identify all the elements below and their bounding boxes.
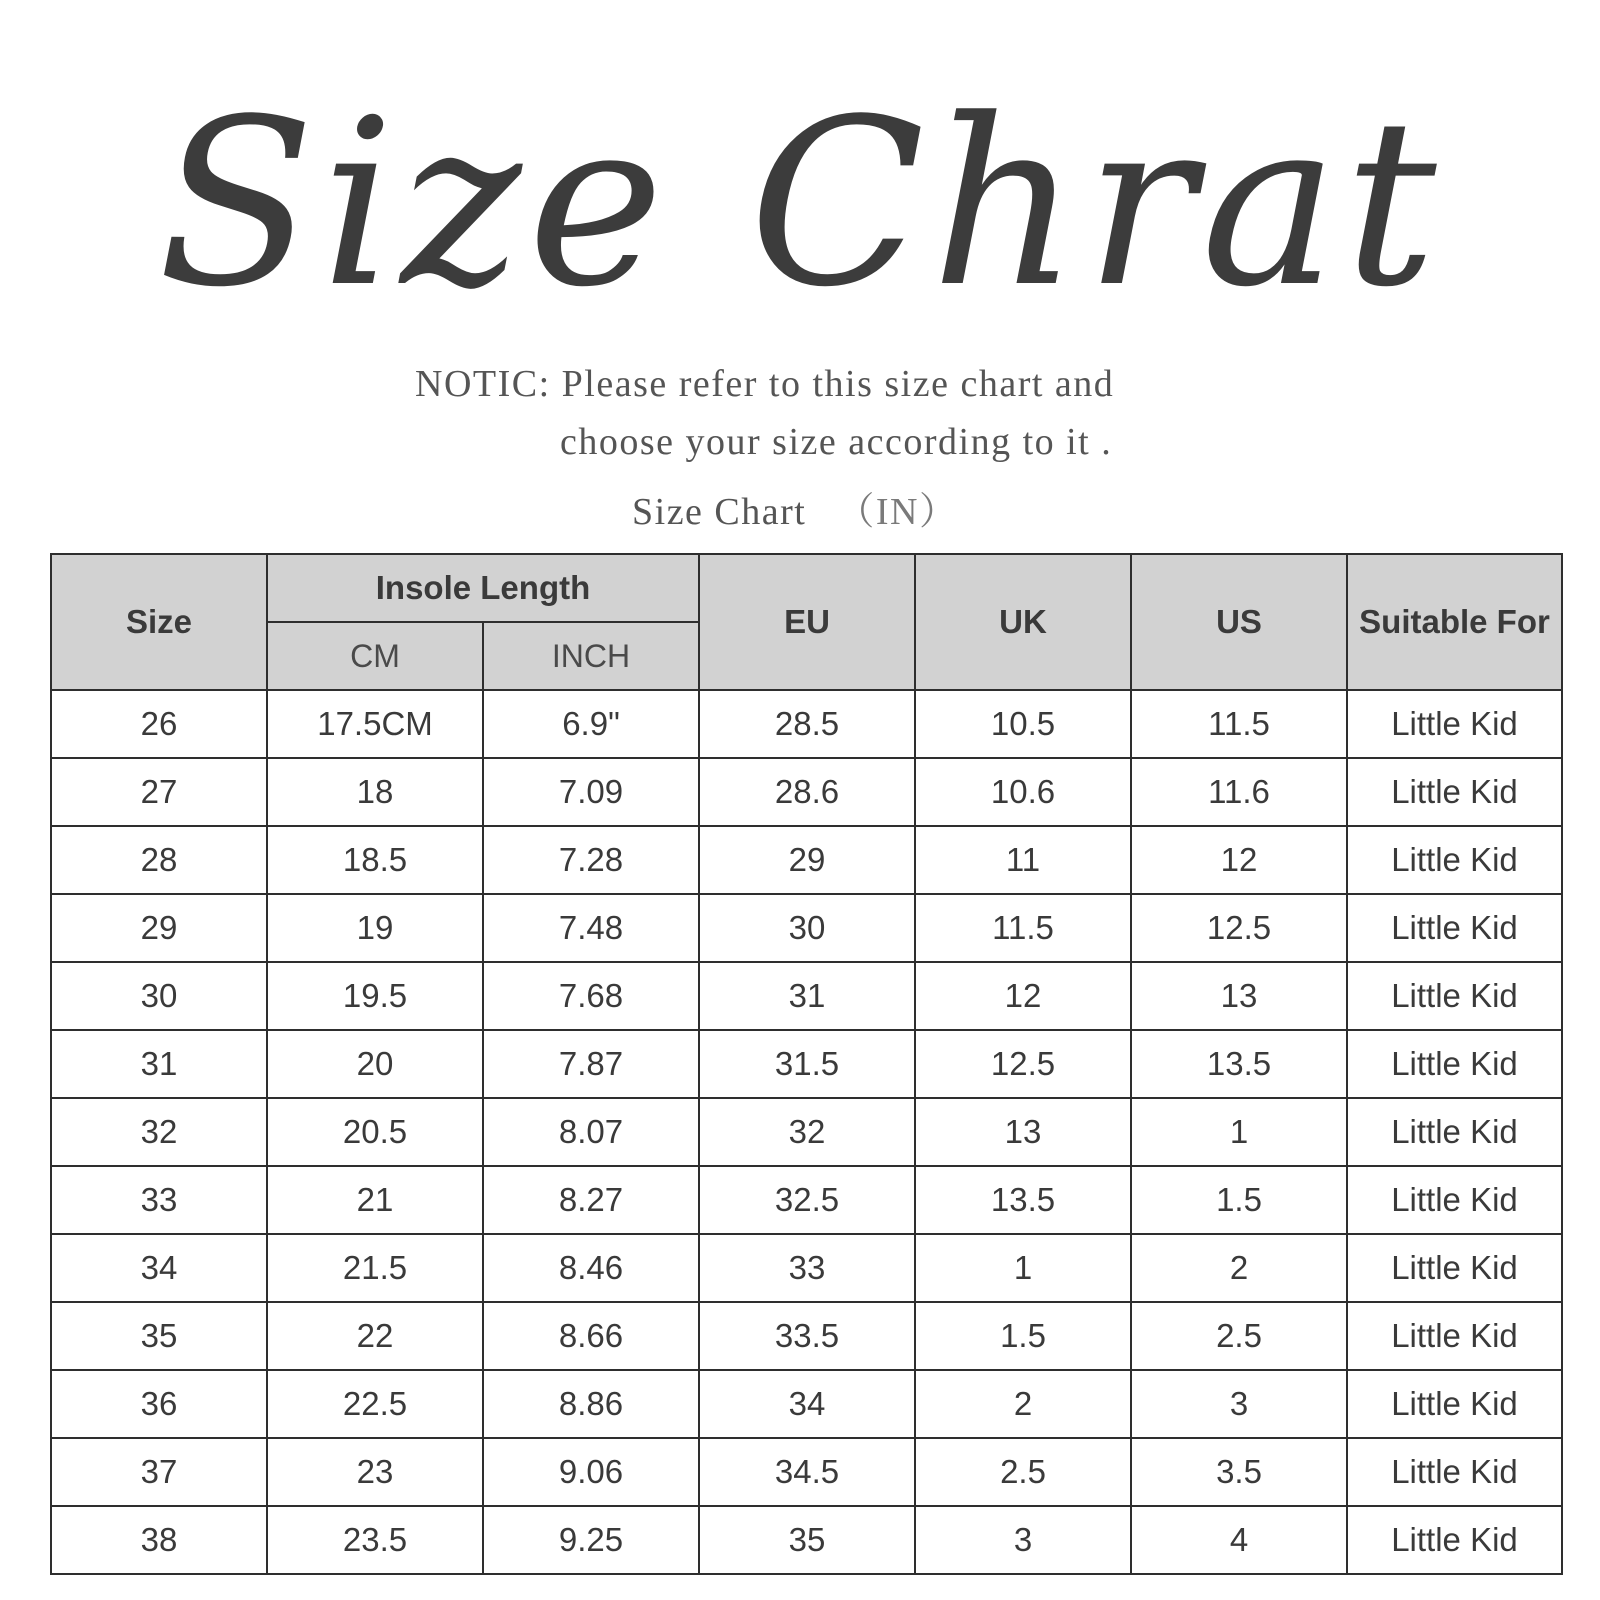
table-row [51, 1506, 1562, 1574]
cell-inch: 7.48 [483, 894, 699, 962]
cell-suitable-for: Little Kid [1347, 826, 1562, 894]
notice-line-1: NOTIC: Please refer to this size chart and [415, 363, 1115, 405]
cell-inch: 8.46 [483, 1234, 699, 1302]
cell-us: 1.5 [1131, 1166, 1347, 1234]
cell-cm: 20 [267, 1030, 483, 1098]
cell-cm: 18.5 [267, 826, 483, 894]
cell-eu: 32.5 [699, 1166, 915, 1234]
cell-us: 13 [1131, 962, 1347, 1030]
table-body [51, 690, 1562, 1574]
table-row [51, 1302, 1562, 1370]
cell-size: 29 [51, 894, 267, 962]
cell-inch: 8.27 [483, 1166, 699, 1234]
cell-cm: 19.5 [267, 962, 483, 1030]
cell-eu: 35 [699, 1506, 915, 1574]
table-row [51, 1166, 1562, 1234]
cell-size: 37 [51, 1438, 267, 1506]
cell-eu: 28.6 [699, 758, 915, 826]
cell-uk: 12 [915, 962, 1131, 1030]
table-row [51, 690, 1562, 758]
cell-cm: 18 [267, 758, 483, 826]
cell-eu: 34.5 [699, 1438, 915, 1506]
table-row [51, 894, 1562, 962]
cell-suitable-for: Little Kid [1347, 1438, 1562, 1506]
cell-us: 3.5 [1131, 1438, 1347, 1506]
cell-uk: 10.5 [915, 690, 1131, 758]
cell-cm: 23.5 [267, 1506, 483, 1574]
header-eu: EU [699, 554, 915, 690]
cell-us: 2 [1131, 1234, 1347, 1302]
cell-suitable-for: Little Kid [1347, 1302, 1562, 1370]
cell-us: 3 [1131, 1370, 1347, 1438]
table-row [51, 1438, 1562, 1506]
cell-inch: 8.07 [483, 1098, 699, 1166]
cell-uk: 1 [915, 1234, 1131, 1302]
cell-eu: 28.5 [699, 690, 915, 758]
chart-caption-unit: （IN） [836, 491, 959, 533]
chart-caption [632, 480, 958, 535]
cell-uk: 13 [915, 1098, 1131, 1166]
cell-cm: 21 [267, 1166, 483, 1234]
cell-us: 11.6 [1131, 758, 1347, 826]
cell-cm: 17.5CM [267, 690, 483, 758]
cell-cm: 20.5 [267, 1098, 483, 1166]
cell-eu: 29 [699, 826, 915, 894]
cell-inch: 8.86 [483, 1370, 699, 1438]
cell-size: 32 [51, 1098, 267, 1166]
cell-us: 11.5 [1131, 690, 1347, 758]
cell-suitable-for: Little Kid [1347, 1166, 1562, 1234]
cell-size: 38 [51, 1506, 267, 1574]
cell-us: 1 [1131, 1098, 1347, 1166]
cell-suitable-for: Little Kid [1347, 894, 1562, 962]
cell-eu: 31.5 [699, 1030, 915, 1098]
table-row [51, 1098, 1562, 1166]
notice-line-2: choose your size according to it . [560, 421, 1113, 463]
table-header [51, 554, 1562, 690]
cell-uk: 2.5 [915, 1438, 1131, 1506]
cell-suitable-for: Little Kid [1347, 1234, 1562, 1302]
table-row [51, 962, 1562, 1030]
cell-suitable-for: Little Kid [1347, 758, 1562, 826]
cell-size: 30 [51, 962, 267, 1030]
cell-cm: 22 [267, 1302, 483, 1370]
cell-eu: 34 [699, 1370, 915, 1438]
cell-inch: 7.68 [483, 962, 699, 1030]
cell-size: 36 [51, 1370, 267, 1438]
cell-uk: 10.6 [915, 758, 1131, 826]
cell-cm: 19 [267, 894, 483, 962]
cell-uk: 12.5 [915, 1030, 1131, 1098]
cell-uk: 11.5 [915, 894, 1131, 962]
cell-inch: 8.66 [483, 1302, 699, 1370]
cell-cm: 22.5 [267, 1370, 483, 1438]
header-us: US [1131, 554, 1347, 690]
cell-inch: 7.09 [483, 758, 699, 826]
chart-caption-label: Size Chart [632, 491, 807, 533]
cell-suitable-for: Little Kid [1347, 1098, 1562, 1166]
cell-suitable-for: Little Kid [1347, 1370, 1562, 1438]
size-table [50, 553, 1563, 1575]
cell-eu: 33.5 [699, 1302, 915, 1370]
cell-suitable-for: Little Kid [1347, 962, 1562, 1030]
table-row [51, 758, 1562, 826]
cell-cm: 23 [267, 1438, 483, 1506]
cell-us: 4 [1131, 1506, 1347, 1574]
header-suitable-for: Suitable For [1347, 554, 1562, 690]
header-insole-length: Insole Length [267, 554, 699, 622]
table-row [51, 826, 1562, 894]
cell-inch: 7.28 [483, 826, 699, 894]
table-row [51, 1234, 1562, 1302]
page-title: Size Chrat [157, 71, 1443, 338]
cell-inch: 6.9" [483, 690, 699, 758]
cell-size: 31 [51, 1030, 267, 1098]
header-inch: INCH [483, 622, 699, 690]
cell-eu: 30 [699, 894, 915, 962]
cell-inch: 9.06 [483, 1438, 699, 1506]
cell-uk: 2 [915, 1370, 1131, 1438]
cell-us: 12.5 [1131, 894, 1347, 962]
cell-size: 35 [51, 1302, 267, 1370]
cell-suitable-for: Little Kid [1347, 1506, 1562, 1574]
cell-uk: 1.5 [915, 1302, 1131, 1370]
cell-us: 2.5 [1131, 1302, 1347, 1370]
cell-cm: 21.5 [267, 1234, 483, 1302]
cell-size: 28 [51, 826, 267, 894]
cell-size: 26 [51, 690, 267, 758]
cell-eu: 33 [699, 1234, 915, 1302]
cell-size: 33 [51, 1166, 267, 1234]
cell-eu: 31 [699, 962, 915, 1030]
header-uk: UK [915, 554, 1131, 690]
cell-suitable-for: Little Kid [1347, 1030, 1562, 1098]
cell-size: 34 [51, 1234, 267, 1302]
cell-inch: 7.87 [483, 1030, 699, 1098]
cell-uk: 3 [915, 1506, 1131, 1574]
header-size: Size [51, 554, 267, 690]
cell-size: 27 [51, 758, 267, 826]
table-row [51, 1030, 1562, 1098]
cell-uk: 13.5 [915, 1166, 1131, 1234]
cell-eu: 32 [699, 1098, 915, 1166]
cell-us: 12 [1131, 826, 1347, 894]
cell-uk: 11 [915, 826, 1131, 894]
header-cm: CM [267, 622, 483, 690]
cell-inch: 9.25 [483, 1506, 699, 1574]
cell-us: 13.5 [1131, 1030, 1347, 1098]
cell-suitable-for: Little Kid [1347, 690, 1562, 758]
table-row [51, 1370, 1562, 1438]
